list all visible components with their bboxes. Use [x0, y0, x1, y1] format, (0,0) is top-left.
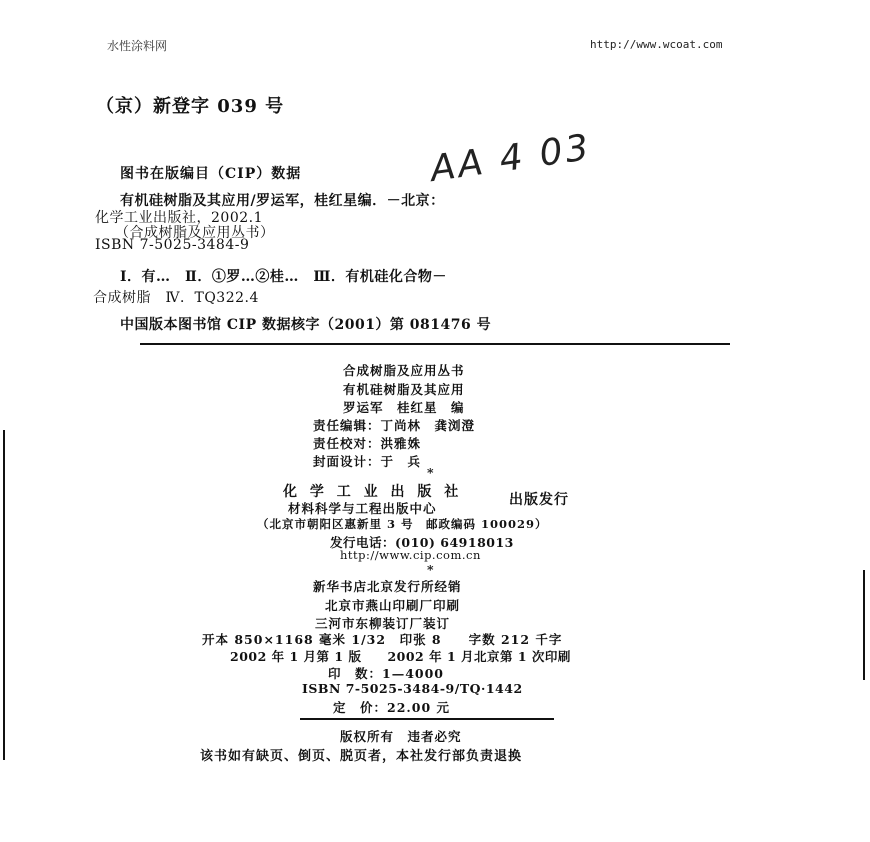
cip-line-2: 化学工业出版社，2002.1 — [95, 210, 263, 226]
separator-star-1: * — [427, 465, 435, 480]
publisher-center: 材料科学与工程出版中心 — [288, 501, 437, 516]
cip-line-1: 有机硅树脂及其应用/罗运军，桂红星编．－北京： — [120, 193, 445, 209]
printer: 北京市燕山印刷厂印刷 — [325, 598, 461, 613]
divider-top — [140, 343, 730, 345]
return-notice: 该书如有缺页、倒页、脱页者，本社发行部负责退换 — [200, 749, 523, 764]
isbn-full: ISBN 7-5025-3484-9/TQ·1442 — [302, 681, 523, 696]
site-name: 水性涂料网 — [107, 39, 168, 53]
cip-line-3: （合成树脂及应用丛书） — [115, 225, 275, 241]
scan-edge-left — [3, 430, 5, 760]
edition-info: 2002 年 1 月第 1 版 2002 年 1 月北京第 1 次印刷 — [230, 649, 571, 664]
cip-title: 图书在版编目（CIP）数据 — [120, 166, 302, 182]
cip-classification-1: Ⅰ．有… Ⅱ．①罗…②桂… Ⅲ．有机硅化合物－ — [120, 269, 447, 285]
publish-issue: 出版发行 — [509, 492, 569, 508]
responsible-editor: 责任编辑：丁尚林 龚浏澄 — [313, 418, 476, 433]
series-name: 合成树脂及应用丛书 — [343, 363, 465, 378]
cip-classification-2: 合成树脂 Ⅳ．TQ322.4 — [93, 290, 259, 306]
proofreader: 责任校对：洪雅姝 — [313, 436, 422, 451]
print-run: 印 数：1—4000 — [328, 666, 444, 681]
cip-isbn: ISBN 7-5025-3484-9 — [95, 237, 250, 253]
authors: 罗运军 桂红星 编 — [343, 400, 465, 415]
phone: 发行电话：(010) 64918013 — [330, 535, 514, 550]
registration-number: （京）新登字 039 号 — [96, 96, 285, 117]
website[interactable]: http://www.cip.com.cn — [340, 548, 481, 562]
divider-bottom — [300, 718, 554, 720]
cover-designer: 封面设计：于 兵 — [313, 454, 422, 469]
distributor: 新华书店北京发行所经销 — [313, 579, 462, 594]
handwritten-note: AA 4 03 — [427, 126, 594, 191]
cip-approval: 中国版本图书馆 CIP 数据核字（2001）第 081476 号 — [120, 317, 492, 333]
publisher-name: 化 学 工 业 出 版 社 — [283, 484, 463, 500]
site-url[interactable]: http://www.wcoat.com — [590, 38, 723, 51]
format-info: 开本 850×1168 毫米 1/32 印张 8 字数 212 千字 — [202, 632, 563, 647]
price: 定 价：22.00 元 — [333, 700, 450, 715]
publisher-address: （北京市朝阳区惠新里 3 号 邮政编码 100029） — [257, 517, 548, 531]
book-title: 有机硅树脂及其应用 — [343, 382, 465, 397]
binder: 三河市东柳装订厂装订 — [315, 616, 451, 631]
separator-star-2: * — [427, 562, 435, 577]
copyright: 版权所有 违者必究 — [340, 729, 462, 744]
scan-edge-right — [863, 570, 865, 680]
